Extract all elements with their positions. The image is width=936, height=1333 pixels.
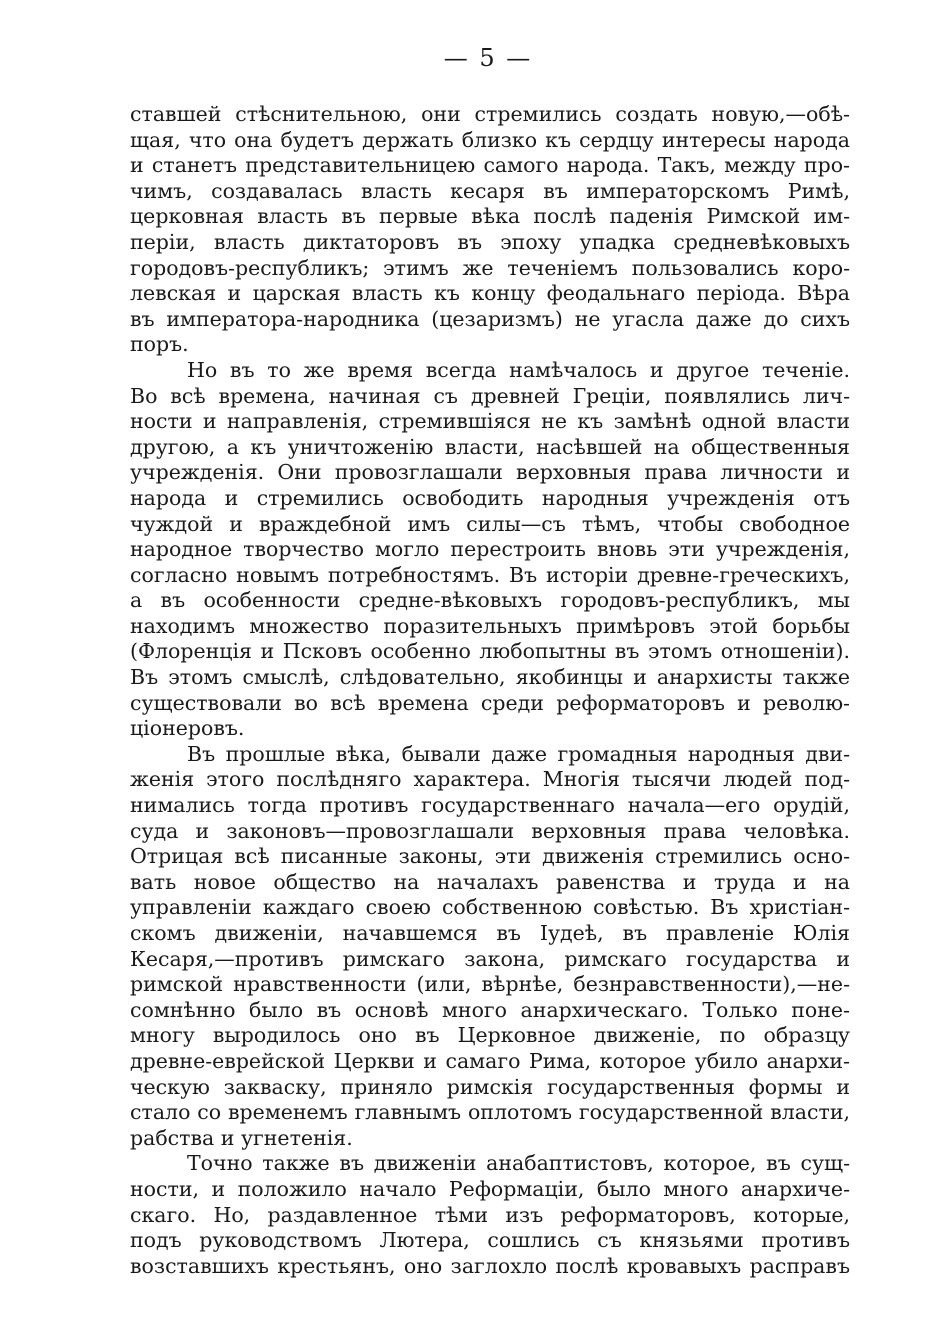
text-line: городовъ-республикъ; этимъ же теченіемъ пользовались коро- bbox=[130, 255, 850, 280]
text-line: стало со временемъ главнымъ оплотомъ государственной власти, bbox=[130, 1100, 850, 1125]
text-line: рабства и угнетенія. bbox=[130, 1125, 353, 1150]
text-line: римской нравственности (или, вѣрнѣе, безнравственности),—не- bbox=[130, 972, 850, 997]
text-line: чуждой и враждебной имъ силы—съ тѣмъ, чтобы свободное bbox=[130, 511, 850, 536]
text-line: Во всѣ времена, начиная съ древней Греціи, появлялись лич- bbox=[130, 383, 850, 408]
text-line: управленіи каждаго своею собственною совѣстью. Въ христіан- bbox=[130, 895, 850, 920]
text-line: древне-еврейской Церкви и самаго Рима, которое убило анархи- bbox=[130, 1048, 850, 1073]
text-line: Кесаря,—противъ римскаго закона, римскаго государства и bbox=[130, 946, 850, 971]
text-line: ности и направленія, стремившіяся не къ замѣнѣ одной власти bbox=[130, 409, 850, 434]
text-line: Въ прошлые вѣка, бывали даже громадныя народныя дви- bbox=[187, 741, 850, 766]
text-line: возставшихъ крестьянъ, оно заглохло послѣ кровавыхъ расправъ bbox=[130, 1253, 850, 1278]
text-line: ціонеровъ. bbox=[130, 716, 245, 741]
text-line: суда и законовъ—провозглашали верховныя права человѣка. bbox=[130, 818, 850, 843]
text-line: Точно также въ движеніи анабаптистовъ, которое, въ сущ- bbox=[187, 1151, 850, 1176]
text-line: поръ. bbox=[130, 332, 189, 357]
text-line: Но въ то же время всегда намѣчалось и другое теченіе. bbox=[187, 357, 850, 382]
text-line: согласно новымъ потребностямъ. Въ исторіи древне-греческихъ, bbox=[130, 562, 850, 587]
text-line: сомнѣнно было въ основѣ много анархическаго. Только поне- bbox=[130, 997, 850, 1022]
text-line: ческую закваску, приняло римскія государственныя формы и bbox=[130, 1074, 850, 1099]
text-line: вать новое общество на началахъ равенства и труда и на bbox=[130, 869, 850, 894]
body-text bbox=[130, 102, 850, 1279]
text-line: левская и царская власть къ концу феодальнаго періода. Вѣра bbox=[130, 281, 850, 306]
text-line: скаго. Но, раздавленное тѣми изъ реформаторовъ, которые, bbox=[130, 1202, 850, 1227]
text-line: ставшей стѣснительною, они стремились создать новую,—обѣ- bbox=[130, 102, 850, 126]
text-line: (Флоренція и Псковъ особенно любопытны въ этомъ отношеніи). bbox=[130, 639, 850, 664]
text-line: Въ этомъ смыслѣ, слѣдовательно, якобинцы и анархисты также bbox=[130, 665, 850, 690]
text-line: періи, власть диктаторовъ въ эпоху упадка средневѣковыхъ bbox=[130, 229, 850, 254]
text-line: скомъ движеніи, начавшемся въ Іудеѣ, въ правленіе Юлія bbox=[130, 921, 850, 945]
text-line: чимъ, создавалась власть кесаря въ императорскомъ Римѣ, bbox=[130, 178, 850, 203]
text-line: подъ руководствомъ Лютера, сошлись съ князьями противъ bbox=[130, 1228, 850, 1253]
text-line: существовали во всѣ времена среди реформаторовъ и револю- bbox=[130, 690, 850, 715]
text-line: женія этого послѣдняго характера. Многія тысячи людей под- bbox=[130, 767, 850, 792]
text-line: въ императора-народника (цезаризмъ) не угасла даже до сихъ bbox=[130, 306, 850, 331]
text-line: народное творчество могло перестроить вновь эти учрежденія, bbox=[130, 537, 850, 562]
text-line: нимались тогда противъ государственнаго начала—его орудій, bbox=[130, 793, 850, 818]
text-line: народа и стремились освободить народныя учрежденія отъ bbox=[130, 485, 850, 510]
text-line: щая, что она будетъ держать близко къ сердцу интересы народа bbox=[130, 127, 850, 152]
text-line: учрежденія. Они провозглашали верховныя права личности и bbox=[130, 460, 850, 485]
text-line: а въ особенности средне-вѣковыхъ городовъ-республикъ, мы bbox=[130, 588, 850, 613]
text-line: другою, а къ уничтоженію власти, насѣвшей на общественныя bbox=[130, 434, 850, 459]
text-line: находимъ множество поразительныхъ примѣровъ этой борьбы bbox=[130, 613, 850, 638]
page-number: — 5 — bbox=[443, 44, 533, 72]
text-line: церковная власть въ первые вѣка послѣ паденія Римской им- bbox=[130, 204, 850, 229]
text-line: Отрицая всѣ писанные законы, эти движенія стремились осно- bbox=[130, 844, 850, 869]
text-line: многу выродилось оно въ Церковное движеніе, по образцу bbox=[130, 1023, 850, 1048]
text-line: ности, и положило начало Реформаціи, было много анархиче- bbox=[130, 1176, 850, 1201]
text-line: и станетъ представительницею самого народа. Такъ, между про- bbox=[130, 153, 850, 178]
